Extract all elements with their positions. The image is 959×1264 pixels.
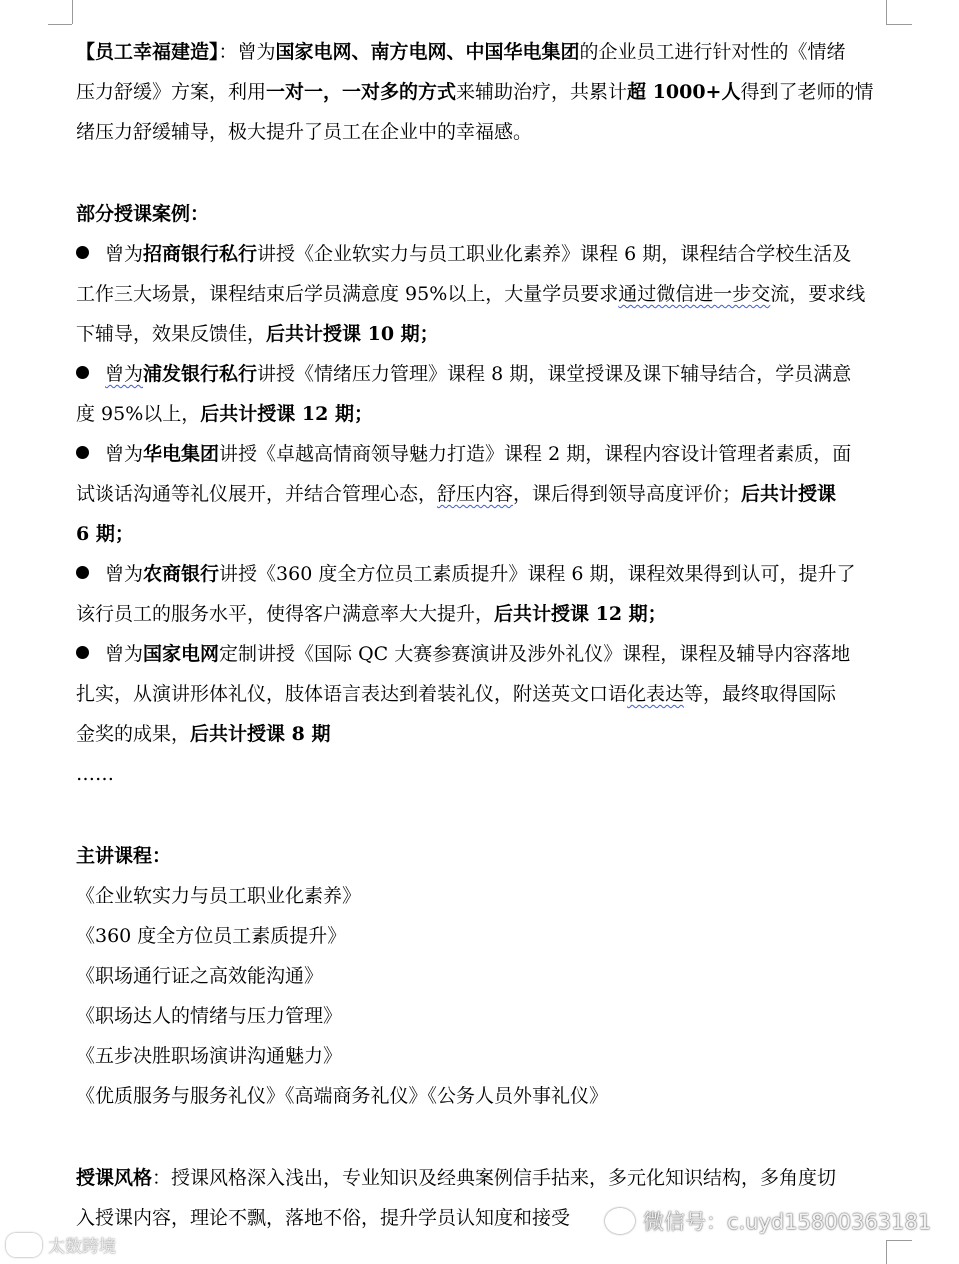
crop-mark-top-left [72,0,73,24]
case-5-line-2: 扎实，从演讲形体礼仪，肢体语言表达到着装礼仪，附送英文口语化表达等，最终取得国际 [76,683,837,705]
crop-mark-top-left-h [48,24,72,25]
case-3-line-2: 试谈话沟通等礼仪展开，并结合管理心态，舒压内容，课后得到领导高度评价；后共计授课 [76,483,837,505]
cloud-logo-icon [6,1233,42,1257]
intro-title: 【员工幸福建造】 [76,41,219,63]
case-4-line-2: 该行员工的服务水平，使得客户满意率大大提升，后共计授课 12 期； [76,603,667,625]
spellcheck-underline: 舒压内容 [437,483,514,505]
watermark-right: 微信号：c.uyd15800363181 [605,1206,931,1236]
bullet-icon [76,366,89,379]
course-item: 《五步决胜职场演讲沟通魅力》 [76,1045,343,1067]
watermark-left: 太数跨境 [6,1232,116,1257]
cases-ellipsis: …… [76,763,114,785]
courses-heading: 主讲课程： [76,845,172,867]
case-1-line-1: 曾为招商银行私行讲授《企业软实力与员工职业化素养》课程 6 期，课程结合学校生活及 [76,242,851,268]
course-item: 《企业软实力与员工职业化素养》 [76,885,362,907]
course-item: 《优质服务与服务礼仪》《高端商务礼仪》《公务人员外事礼仪》 [76,1085,609,1107]
case-5-line-1: 曾为国家电网定制讲授《国际 QC 大赛参赛演讲及涉外礼仪》课程，课程及辅导内容落地 [76,642,850,668]
case-5-line-3: 金奖的成果，后共计授课 8 期 [76,723,331,745]
crop-mark-bottom-right-h [886,1240,912,1241]
crop-mark-bottom-right [886,1240,887,1264]
crop-mark-top-right-h [886,24,912,25]
course-item: 《360 度全方位员工素质提升》 [76,925,347,947]
case-3-line-1: 曾为华电集团讲授《卓越高情商领导魅力打造》课程 2 期，课程内容设计管理者素质，面 [76,442,851,468]
intro-line-1: 【员工幸福建造】：曾为国家电网、南方电网、中国华电集团的企业员工进行针对性的《情绪 [76,41,846,63]
case-2-line-1: 曾为浦发银行私行讲授《情绪压力管理》课程 8 期，课堂授课及课下辅导结合，学员满意 [76,362,851,388]
course-item: 《职场达人的情绪与压力管理》 [76,1005,343,1027]
intro-line-2: 压力舒缓》方案，利用一对一，一对多的方式来辅助治疗，共累计超 1000+人得到了老师的情 [76,81,874,103]
bullet-icon [76,446,89,459]
bullet-icon [76,246,89,259]
style-line-1: 授课风格：授课风格深入浅出，专业知识及经典案例信手拈来，多元化知识结构，多角度切 [76,1167,837,1189]
case-1-line-3: 下辅导，效果反馈佳，后共计授课 10 期； [76,323,439,345]
crop-mark-top-right [886,0,887,24]
spellcheck-underline: 通过微信进一步交 [618,283,771,305]
bullet-icon [76,566,89,579]
spellcheck-underline: 化表达 [627,683,685,705]
cases-heading: 部分授课案例： [76,203,210,225]
bullet-icon [76,646,89,659]
course-item: 《职场通行证之高效能沟通》 [76,965,324,987]
style-line-2: 入授课内容，理论不飘，落地不俗，提升学员认知度和接受 [76,1207,571,1229]
intro-line-3: 绪压力舒缓辅导，极大提升了员工在企业中的幸福感。 [76,121,533,143]
case-1-line-2: 工作三大场景，课程结束后学员满意度 95%以上，大量学员要求通过微信进一步交流，要求线 [76,283,866,305]
case-3-line-3: 6 期； [76,523,134,545]
case-4-line-1: 曾为农商银行讲授《360 度全方位员工素质提升》课程 6 期，课程效果得到认可，提升了 [76,562,856,588]
wechat-icon [605,1208,635,1234]
case-2-line-2: 度 95%以上，后共计授课 12 期； [76,403,373,425]
